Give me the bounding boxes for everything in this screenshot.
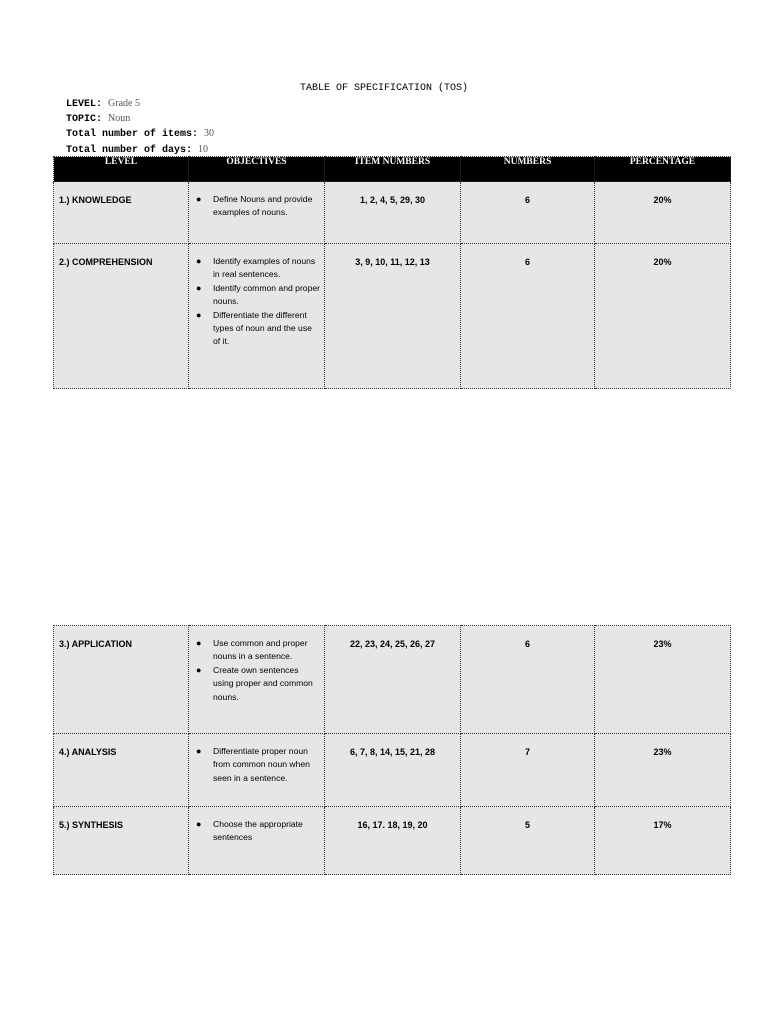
row-level: 4.) ANALYSIS xyxy=(54,734,189,807)
objective-text: Differentiate proper noun from common noun when seen in a sentence. xyxy=(213,746,310,783)
row-objectives xyxy=(189,807,325,875)
row-item-numbers: 16, 17. 18, 19, 20 xyxy=(325,807,461,875)
row-objectives xyxy=(189,182,325,244)
objective-item xyxy=(194,193,320,220)
meta-label: LEVEL: xyxy=(66,99,103,110)
row-item-numbers: 22, 23, 24, 25, 26, 27 xyxy=(325,626,461,734)
objective-item xyxy=(194,637,320,664)
tos-table-part-1 xyxy=(53,156,731,389)
table-row xyxy=(54,734,731,807)
row-percentage: 23% xyxy=(595,734,731,807)
table-row xyxy=(54,182,731,244)
bullet-icon: ● xyxy=(196,309,202,320)
bullet-icon: ● xyxy=(196,256,202,266)
header-level: LEVEL xyxy=(54,157,189,182)
meta-topic xyxy=(66,112,214,127)
row-level: 1.) KNOWLEDGE xyxy=(54,182,189,244)
objective-text: Create own sentences using proper and common nouns. xyxy=(213,664,313,702)
bullet-icon: ● xyxy=(196,282,202,293)
meta-value: 10 xyxy=(198,143,209,155)
objective-text: Choose the appropriate sentences xyxy=(213,819,303,843)
header-numbers: NUMBERS xyxy=(461,157,595,182)
row-numbers: 6 xyxy=(461,182,595,244)
row-level: 5.) SYNTHESIS xyxy=(54,807,189,875)
objective-text: Define Nouns and provide examples of nouns. xyxy=(213,194,313,218)
objective-item xyxy=(194,818,320,845)
bullet-icon: ● xyxy=(196,819,202,829)
tos-table-part-2 xyxy=(53,625,731,875)
objective-text: Identify examples of nouns in real sentences. xyxy=(213,256,316,280)
table-row xyxy=(54,244,731,389)
row-objectives xyxy=(189,244,325,389)
bullet-icon: ● xyxy=(196,746,202,756)
meta-label: Total number of days: xyxy=(66,144,193,156)
header-percentage: PERCENTAGE xyxy=(595,157,731,182)
row-level: 3.) APPLICATION xyxy=(54,626,189,734)
row-numbers: 5 xyxy=(461,807,595,875)
row-objectives xyxy=(189,626,325,734)
bullet-icon: ● xyxy=(196,638,202,648)
objective-item xyxy=(194,745,320,785)
objective-text: Identify common and proper nouns. xyxy=(213,282,321,307)
meta-level xyxy=(66,97,214,112)
meta-total-items xyxy=(66,127,214,142)
row-numbers: 6 xyxy=(461,244,595,389)
objective-item xyxy=(194,309,320,349)
meta-value: 30 xyxy=(204,128,215,140)
row-numbers: 7 xyxy=(461,734,595,807)
row-item-numbers: 1, 2, 4, 5, 29, 30 xyxy=(325,182,461,244)
header-objectives: OBJECTIVES xyxy=(189,157,325,182)
document-title: TABLE OF SPECIFICATION (TOS) xyxy=(299,83,469,94)
row-item-numbers: 6, 7, 8, 14, 15, 21, 28 xyxy=(325,734,461,807)
bullet-icon: ● xyxy=(196,664,202,675)
header-item-numbers: ITEM NUMBERS xyxy=(325,157,461,182)
meta-value: Grade 5 xyxy=(108,98,140,109)
row-percentage: 20% xyxy=(595,244,731,389)
objective-text: Use common and proper nouns in a sentence. xyxy=(213,638,308,662)
objective-item xyxy=(194,282,320,309)
objective-item xyxy=(194,255,320,282)
meta-label: Total number of items: xyxy=(66,129,199,141)
row-numbers: 6 xyxy=(461,626,595,734)
table-header-row xyxy=(54,157,731,182)
row-percentage: 20% xyxy=(595,182,731,244)
row-percentage: 17% xyxy=(595,807,731,875)
objective-item xyxy=(194,664,320,704)
meta-value: Noun xyxy=(108,113,131,125)
row-level: 2.) COMPREHENSION xyxy=(54,244,189,389)
objective-text: Differentiate the different types of noun and the use of it. xyxy=(213,309,312,347)
table-row xyxy=(54,626,731,734)
row-percentage: 23% xyxy=(595,626,731,734)
table-row xyxy=(54,807,731,875)
bullet-icon: ● xyxy=(196,194,202,204)
row-objectives xyxy=(189,734,325,807)
row-item-numbers: 3, 9, 10, 11, 12, 13 xyxy=(325,244,461,389)
meta-label: TOPIC: xyxy=(66,114,103,126)
document-meta xyxy=(66,97,214,158)
